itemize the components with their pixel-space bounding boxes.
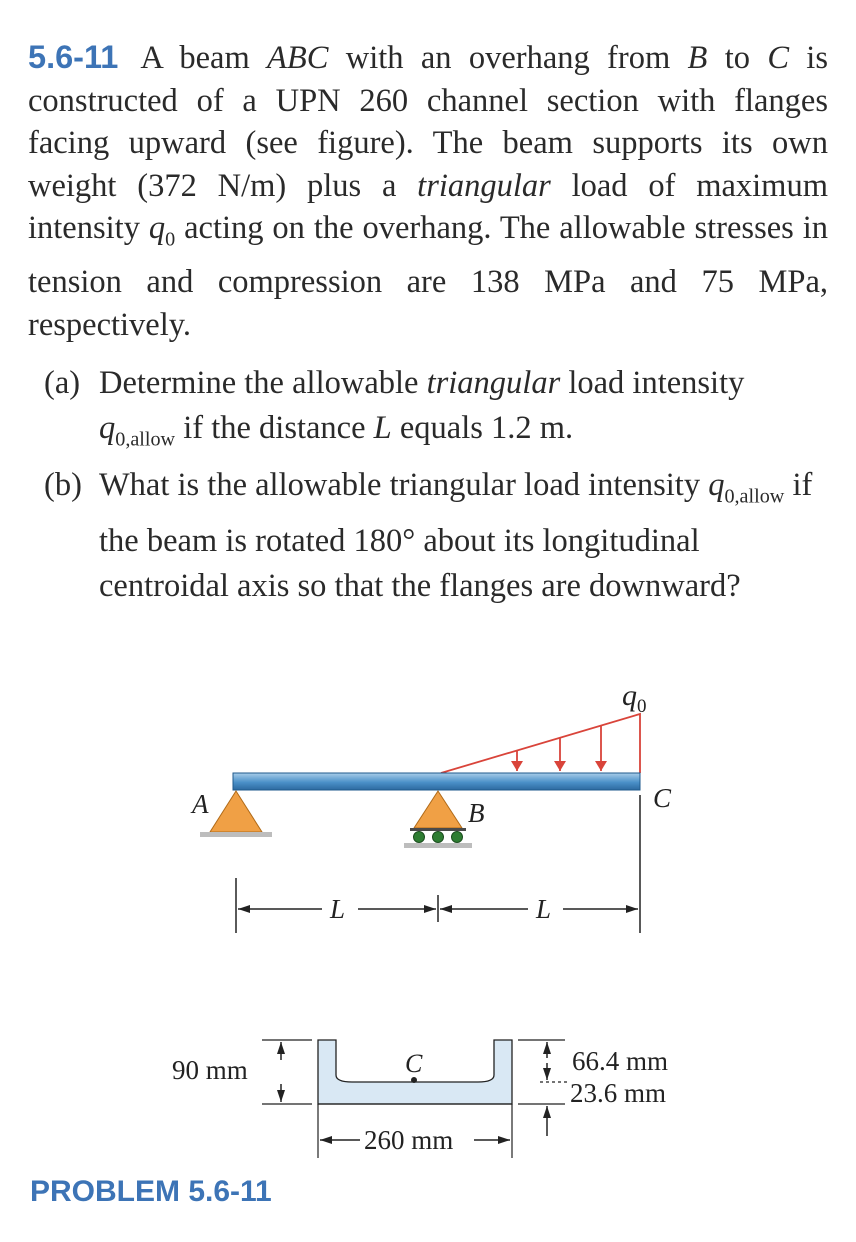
triangular-load: [441, 714, 640, 773]
dim-width-label: 260 mm: [364, 1125, 454, 1155]
label-A: A: [192, 789, 209, 819]
part-b-label: (b): [44, 466, 82, 503]
part-a-label: (a): [44, 365, 81, 402]
pin-support-A: [200, 791, 272, 837]
section-centroid-label: C: [405, 1049, 423, 1078]
dim-L-AB: L: [330, 894, 346, 924]
part-b: (b) What is the allowable triangular load intensity $q_{0,allow}$ if the beam is rotated 180° about its longitudinal centroidal axis so that the flanges are downward?: [28, 463, 828, 610]
problem-caption: PROBLEM 5.6-11: [30, 1175, 272, 1208]
dim-L-BC: L: [536, 894, 552, 924]
beam: [233, 773, 640, 790]
length-dimensions: [236, 878, 638, 933]
label-B: B: [468, 798, 485, 828]
dim-height-label: 90 mm: [172, 1055, 248, 1085]
part-a: (a) Determine the allowable triangular load intensity $q_{0,allow}$ if the distance L equals 1.2 m.: [28, 361, 828, 463]
problem-intro: 5.6-11 A beam ABC with an overhang from B to C is constructed of a UPN 260 channel section with flanges facing upward (see figure). The beam supports its own weight (372 N/m) plus a triangular load of maximum intensity $q_0$ acting on the overhang. The allowable stresses in tension and compression are 138 MPa and 75 MPa, respectively.: [28, 39, 828, 343]
label-C: C: [653, 783, 672, 813]
roller-support-B: [404, 791, 472, 848]
dim-top-label: 66.4 mm: [572, 1046, 669, 1076]
label-q0: $q_0$: [622, 679, 647, 717]
dim-height: [262, 1040, 312, 1104]
dim-centroid: [518, 1040, 568, 1136]
problem-number: 5.6-11: [28, 39, 119, 75]
dim-bottom-label: 23.6 mm: [570, 1078, 667, 1108]
